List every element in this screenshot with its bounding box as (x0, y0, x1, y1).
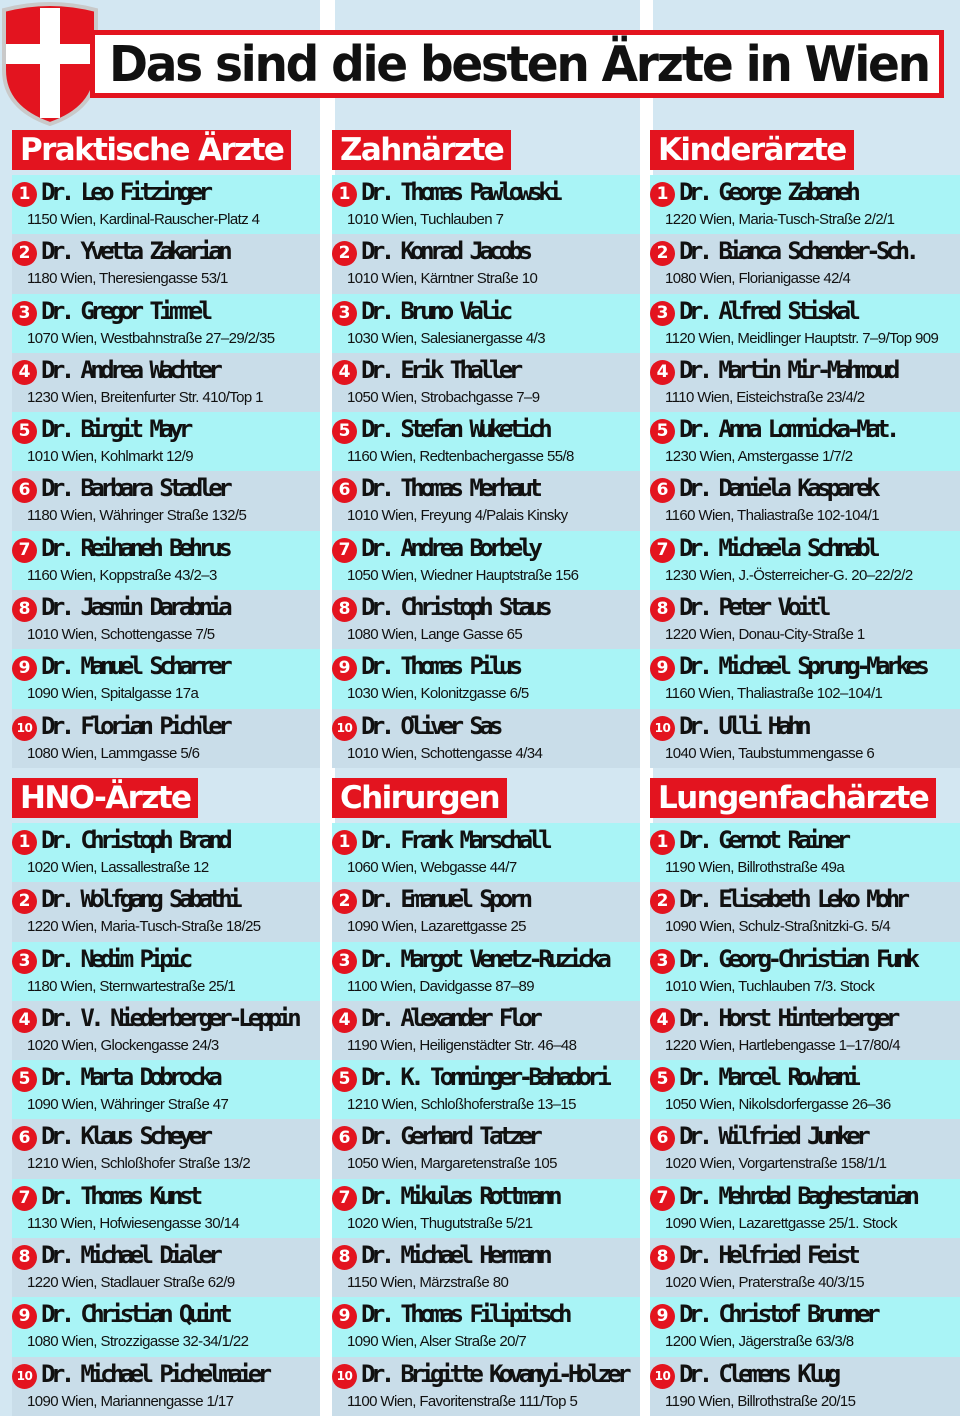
rank-badge: 8 (332, 597, 357, 622)
doctor-address: 1210 Wien, Schloßhofer Straße 13/2 (27, 1155, 251, 1173)
doctor-address: 1190 Wien, Billrothstraße 49a (665, 859, 845, 876)
doctor-address: 1220 Wien, Maria-Tusch-Straße 18/25 (27, 918, 261, 936)
rank-badge: 6 (12, 478, 37, 503)
rank-badge: 9 (12, 1304, 37, 1329)
doctor-address: 1050 Wien, Strobachgasse 7–9 (347, 388, 540, 406)
list-item (650, 649, 960, 708)
doctor-address: 1080 Wien, Lange Gasse 65 (347, 626, 523, 644)
rank-badge: 7 (12, 538, 37, 563)
rank-badge: 6 (650, 478, 675, 503)
doctor-name: Dr. V. Niederberger-Leppin (41, 1003, 298, 1032)
list-item (332, 175, 640, 234)
list-item (12, 942, 320, 1001)
doctor-address: 1130 Wien, Hofwiesengasse 30/14 (27, 1214, 240, 1232)
doctor-address: 1230 Wien, Breitenfurter Str. 410/Top 1 (27, 388, 263, 406)
doctor-name: Dr. Gerhard Tatzer (361, 1122, 539, 1151)
list-item (332, 531, 640, 590)
doctor-name: Dr. K. Tonninger-Bahadori (361, 1063, 608, 1092)
doctor-address: 1010 Wien, Tuchlauben 7/3. Stock (665, 977, 875, 995)
rank-badge: 9 (650, 656, 675, 681)
rank-badge: 5 (650, 419, 675, 444)
rank-badge: 1 (650, 830, 675, 855)
doctor-name: Dr. Florian Pichler (41, 711, 229, 740)
doctor-address: 1040 Wien, Taubstummengasse 6 (665, 744, 875, 762)
doctor-address: 1230 Wien, Amstergasse 1/7/2 (665, 448, 853, 466)
rank-badge: 10 (332, 1364, 357, 1389)
doctor-address: 1080 Wien, Florianigasse 42/4 (665, 270, 851, 288)
rank-badge: 8 (650, 1245, 675, 1270)
doctor-name: Dr. Helfried Feist (679, 1241, 857, 1270)
doctor-address: 1010 Wien, Kärntner Straße 10 (347, 270, 538, 288)
doctor-address: 1020 Wien, Glockengasse 24/3 (27, 1036, 219, 1054)
rank-badge: 8 (332, 1245, 357, 1270)
doctor-address: 1090 Wien, Währinger Straße 47 (27, 1096, 229, 1114)
doctor-name: Dr. Daniela Kasparek (679, 474, 876, 503)
doctor-name: Dr. Michaela Schnabl (679, 533, 876, 562)
doctor-name: Dr. Marcel Rowhani (679, 1063, 857, 1092)
rank-badge: 6 (650, 1126, 675, 1151)
rank-badge: 2 (332, 889, 357, 914)
doctor-address: 1090 Wien, Lazarettgasse 25 (347, 918, 526, 936)
doctor-address: 1090 Wien, Spitalgasse 17a (27, 685, 199, 703)
doctor-list (12, 823, 320, 1416)
doctor-address: 1090 Wien, Mariannengasse 1/17 (27, 1392, 234, 1410)
doctor-list (650, 823, 960, 1416)
doctor-name: Dr. Michael Hermann (361, 1241, 549, 1270)
doctor-name: Dr. Klaus Scheyer (41, 1122, 209, 1151)
list-item (650, 942, 960, 1001)
doctor-name: Dr. Marta Dobrocka (41, 1063, 219, 1092)
rank-badge: 5 (12, 419, 37, 444)
doctor-name: Dr. Thomas Merhaut (361, 474, 539, 503)
rank-badge: 10 (650, 716, 675, 741)
list-item (12, 1297, 320, 1356)
doctor-name: Dr. Michael Sprung-Markes (679, 652, 926, 681)
list-item (332, 1119, 640, 1178)
list-item (12, 590, 320, 649)
doctor-address: 1060 Wien, Webgasse 44/7 (347, 859, 517, 876)
doctor-name: Dr. Bruno Valic (361, 296, 509, 325)
list-item (650, 175, 960, 234)
doctor-address: 1020 Wien, Praterstraße 40/3/15 (665, 1274, 865, 1292)
section-heading: HNO-Ärzte (12, 778, 198, 818)
doctor-name: Dr. Michael Pichelmaier (41, 1359, 268, 1388)
rank-badge: 10 (12, 716, 37, 741)
doctor-address: 1070 Wien, Westbahnstraße 27–29/2/35 (27, 329, 275, 347)
list-item (12, 294, 320, 353)
rank-badge: 9 (332, 656, 357, 681)
list-item (650, 1060, 960, 1119)
rank-badge: 4 (650, 360, 675, 385)
list-item (650, 294, 960, 353)
list-item (650, 353, 960, 412)
rank-badge: 4 (332, 1008, 357, 1033)
rank-badge: 10 (650, 1364, 675, 1389)
doctor-name: Dr. Mehrdad Baghestanian (679, 1181, 916, 1210)
doctor-address: 1210 Wien, Schloßhoferstraße 13–15 (347, 1096, 576, 1114)
section-heading: Zahnärzte (332, 130, 511, 170)
list-item (12, 1119, 320, 1178)
doctor-name: Dr. Birgit Mayr (41, 415, 189, 444)
doctor-name: Dr. Thomas Filipitsch (361, 1300, 568, 1329)
list-item (650, 882, 960, 941)
rank-badge: 1 (332, 830, 357, 855)
rank-badge: 5 (332, 1067, 357, 1092)
rank-badge: 7 (332, 538, 357, 563)
doctor-address: 1220 Wien, Maria-Tusch-Straße 2/2/1 (665, 211, 895, 228)
doctor-address: 1080 Wien, Strozzigasse 32-34/1/22 (27, 1333, 249, 1351)
doctor-name: Dr. Christof Brunner (679, 1300, 876, 1329)
doctor-name: Dr. Thomas Pawlowski (361, 178, 558, 206)
rank-badge: 6 (332, 478, 357, 503)
doctor-name: Dr. Thomas Pilus (361, 652, 519, 681)
list-item (12, 471, 320, 530)
list-item (12, 1001, 320, 1060)
list-item (12, 823, 320, 882)
doctor-address: 1160 Wien, Redtenbachergasse 55/8 (347, 448, 574, 466)
doctor-name: Dr. Alexander Flor (361, 1003, 539, 1032)
vienna-shield-icon (0, 0, 100, 126)
doctor-name: Dr. Jasmin Darabnia (41, 593, 229, 622)
doctor-address: 1150 Wien, Kardinal-Rauscher-Platz 4 (27, 211, 260, 228)
rank-badge: 2 (650, 889, 675, 914)
list-item (12, 412, 320, 471)
list-item (12, 709, 320, 768)
list-item (332, 590, 640, 649)
rank-badge: 1 (650, 182, 675, 207)
doctor-list (650, 175, 960, 768)
doctor-address: 1090 Wien, Lazarettgasse 25/1. Stock (665, 1214, 897, 1232)
doctor-address: 1010 Wien, Schottengasse 7/5 (27, 626, 215, 644)
doctor-address: 1160 Wien, Koppstraße 43/2–3 (27, 566, 217, 584)
list-item (650, 234, 960, 293)
doctor-address: 1230 Wien, J.-Österreicher-G. 20–22/2/2 (665, 566, 913, 584)
list-item (650, 823, 960, 882)
doctor-address: 1100 Wien, Favoritenstraße 111/Top 5 (347, 1392, 578, 1410)
doctor-name: Dr. Brigitte Kovanyi-Holzer (361, 1359, 627, 1388)
doctor-address: 1180 Wien, Währinger Straße 132/5 (27, 507, 247, 525)
rank-badge: 6 (332, 1126, 357, 1151)
rank-badge: 2 (12, 241, 37, 266)
rank-badge: 2 (650, 241, 675, 266)
rank-badge: 9 (650, 1304, 675, 1329)
doctor-name: Dr. Yvetta Zakarian (41, 237, 229, 266)
doctor-address: 1190 Wien, Billrothstraße 20/15 (665, 1392, 856, 1410)
doctor-name: Dr. Andrea Borbely (361, 533, 539, 562)
list-item (332, 471, 640, 530)
doctor-name: Dr. Christoph Brand (41, 826, 229, 854)
list-item (332, 709, 640, 768)
doctor-address: 1110 Wien, Eisteichstraße 23/4/2 (665, 388, 865, 406)
doctor-address: 1020 Wien, Vorgartenstraße 158/1/1 (665, 1155, 887, 1173)
doctor-name: Dr. Elisabeth Leko Mohr (679, 885, 906, 914)
doctor-list (332, 823, 640, 1416)
list-item (12, 1238, 320, 1297)
rank-badge: 4 (12, 360, 37, 385)
list-item (332, 649, 640, 708)
section-heading: Lungenfachärzte (650, 778, 936, 818)
rank-badge: 10 (332, 716, 357, 741)
doctor-name: Dr. Barbara Stadler (41, 474, 229, 503)
doctor-address: 1220 Wien, Stadlauer Straße 62/9 (27, 1274, 235, 1292)
list-item (12, 234, 320, 293)
rank-badge: 4 (332, 360, 357, 385)
doctor-name: Dr. Clemens Klug (679, 1359, 837, 1388)
doctor-name: Dr. Manuel Scharrer (41, 652, 229, 681)
doctor-address: 1050 Wien, Wiedner Hauptstraße 156 (347, 566, 579, 584)
doctor-name: Dr. Nedim Pipic (41, 944, 189, 973)
doctor-address: 1160 Wien, Thaliastraße 102–104/1 (665, 685, 883, 703)
doctor-name: Dr. Michael Dialer (41, 1241, 219, 1270)
rank-badge: 7 (650, 538, 675, 563)
rank-badge: 8 (650, 597, 675, 622)
doctor-address: 1120 Wien, Meidlinger Hauptstr. 7–9/Top 909 (665, 329, 939, 347)
doctor-address: 1010 Wien, Tuchlauben 7 (347, 211, 504, 228)
list-item (332, 1297, 640, 1356)
doctor-address: 1010 Wien, Kohlmarkt 12/9 (27, 448, 193, 466)
list-item (650, 531, 960, 590)
doctor-name: Dr. Gregor Timmel (41, 296, 209, 325)
list-item (332, 823, 640, 882)
doctor-name: Dr. Bianca Schender-Sch. (679, 237, 916, 266)
doctor-address: 1190 Wien, Heiligenstädter Str. 46–48 (347, 1036, 577, 1054)
doctor-name: Dr. Reihaneh Behrus (41, 533, 229, 562)
list-item (332, 234, 640, 293)
rank-badge: 2 (12, 889, 37, 914)
doctor-name: Dr. Konrad Jacobs (361, 237, 529, 266)
doctor-name: Dr. Wolfgang Sabathi (41, 885, 238, 914)
doctor-name: Dr. Thomas Kunst (41, 1181, 199, 1210)
doctor-address: 1090 Wien, Schulz-Straßnitzki-G. 5/4 (665, 918, 891, 936)
doctor-name: Dr. George Zabaneh (679, 178, 857, 206)
doctor-address: 1200 Wien, Jägerstraße 63/3/8 (665, 1333, 854, 1351)
rank-badge: 3 (12, 949, 37, 974)
list-item (332, 1060, 640, 1119)
doctor-name: Dr. Stefan Wuketich (361, 415, 549, 444)
doctor-address: 1010 Wien, Schottengasse 4/34 (347, 744, 543, 762)
doctor-address: 1080 Wien, Lammgasse 5/6 (27, 744, 200, 762)
list-item (650, 709, 960, 768)
doctor-name: Dr. Christoph Staus (361, 593, 549, 622)
rank-badge: 9 (332, 1304, 357, 1329)
section-heading: Kinderärzte (650, 130, 854, 170)
doctor-name: Dr. Emanuel Sporn (361, 885, 529, 914)
doctor-address: 1030 Wien, Kolonitzgasse 6/5 (347, 685, 529, 703)
rank-badge: 1 (332, 182, 357, 207)
list-item (650, 1119, 960, 1178)
doctor-name: Dr. Andrea Wachter (41, 355, 219, 384)
list-item (12, 1179, 320, 1238)
rank-badge: 4 (650, 1008, 675, 1033)
doctor-address: 1030 Wien, Salesianergasse 4/3 (347, 329, 545, 347)
list-item (650, 1238, 960, 1297)
list-item (332, 882, 640, 941)
list-item (650, 1179, 960, 1238)
rank-badge: 7 (650, 1186, 675, 1211)
section-heading: Praktische Ärzte (12, 130, 291, 170)
rank-badge: 5 (12, 1067, 37, 1092)
rank-badge: 8 (12, 1245, 37, 1270)
doctor-name: Dr. Gernot Rainer (679, 826, 847, 854)
list-item (12, 649, 320, 708)
list-item (332, 942, 640, 1001)
list-item (332, 1179, 640, 1238)
doctor-address: 1180 Wien, Theresiengasse 53/1 (27, 270, 228, 288)
doctor-address: 1180 Wien, Sternwartestraße 25/1 (27, 977, 236, 995)
list-item (12, 531, 320, 590)
doctor-address: 1090 Wien, Alser Straße 20/7 (347, 1333, 527, 1351)
doctor-name: Dr. Anna Lomnicka-Mat. (679, 415, 896, 444)
doctor-name: Dr. Erik Thaller (361, 355, 519, 384)
doctor-name: Dr. Martin Mir-Mahmoud (679, 355, 896, 384)
doctor-name: Dr. Mikulas Rottmann (361, 1181, 558, 1210)
rank-badge: 1 (12, 182, 37, 207)
doctor-address: 1220 Wien, Hartlebengasse 1–17/80/4 (665, 1036, 901, 1054)
page-title: Das sind die besten Ärzte in Wien (109, 36, 929, 93)
list-item (12, 882, 320, 941)
list-item (12, 175, 320, 234)
rank-badge: 3 (12, 301, 37, 326)
doctor-address: 1050 Wien, Margaretenstraße 105 (347, 1155, 557, 1173)
rank-badge: 5 (650, 1067, 675, 1092)
list-item (332, 412, 640, 471)
list-item (650, 471, 960, 530)
list-item (12, 353, 320, 412)
rank-badge: 3 (332, 949, 357, 974)
rank-badge: 10 (12, 1364, 37, 1389)
list-item (12, 1060, 320, 1119)
doctor-list (12, 175, 320, 768)
list-item (650, 412, 960, 471)
doctor-address: 1150 Wien, Märzstraße 80 (347, 1274, 509, 1292)
doctor-address: 1020 Wien, Lassallestraße 12 (27, 859, 209, 876)
section-heading: Chirurgen (332, 778, 507, 818)
doctor-name: Dr. Alfred Stiskal (679, 296, 857, 325)
list-item (12, 1357, 320, 1416)
rank-badge: 9 (12, 656, 37, 681)
rank-badge: 2 (332, 241, 357, 266)
doctor-name: Dr. Wilfried Junker (679, 1122, 867, 1151)
doctor-name: Dr. Peter Voitl (679, 593, 827, 622)
rank-badge: 3 (650, 301, 675, 326)
rank-badge: 6 (12, 1126, 37, 1151)
doctor-name: Dr. Horst Hinterberger (679, 1003, 896, 1032)
doctor-address: 1020 Wien, Thugutstraße 5/21 (347, 1214, 533, 1232)
rank-badge: 4 (12, 1008, 37, 1033)
list-item (332, 294, 640, 353)
doctor-name: Dr. Leo Fitzinger (41, 178, 209, 206)
doctor-address: 1160 Wien, Thaliastraße 102-104/1 (665, 507, 879, 525)
doctor-name: Dr. Frank Marschall (361, 826, 549, 854)
doctor-name: Dr. Oliver Sas (361, 711, 499, 740)
doctor-name: Dr. Ulli Hahn (679, 711, 808, 740)
doctor-address: 1050 Wien, Nikolsdorfergasse 26–36 (665, 1096, 891, 1114)
doctor-list (332, 175, 640, 768)
list-item (332, 1238, 640, 1297)
rank-badge: 7 (12, 1186, 37, 1211)
list-item (650, 1357, 960, 1416)
list-item (650, 590, 960, 649)
doctor-name: Dr. Margot Venetz-Ruzicka (361, 944, 608, 973)
rank-badge: 8 (12, 597, 37, 622)
rank-badge: 3 (332, 301, 357, 326)
list-item (650, 1001, 960, 1060)
list-item (332, 1357, 640, 1416)
doctor-address: 1220 Wien, Donau-City-Straße 1 (665, 626, 865, 644)
doctor-name: Dr. Georg-Christian Funk (679, 944, 916, 973)
doctor-name: Dr. Christian Quint (41, 1300, 229, 1329)
rank-badge: 1 (12, 830, 37, 855)
doctor-address: 1010 Wien, Freyung 4/Palais Kinsky (347, 507, 568, 525)
rank-badge: 3 (650, 949, 675, 974)
rank-badge: 7 (332, 1186, 357, 1211)
title-banner (90, 30, 944, 98)
list-item (332, 1001, 640, 1060)
doctor-address: 1100 Wien, Davidgasse 87–89 (347, 977, 534, 995)
list-item (650, 1297, 960, 1356)
list-item (332, 353, 640, 412)
rank-badge: 5 (332, 419, 357, 444)
